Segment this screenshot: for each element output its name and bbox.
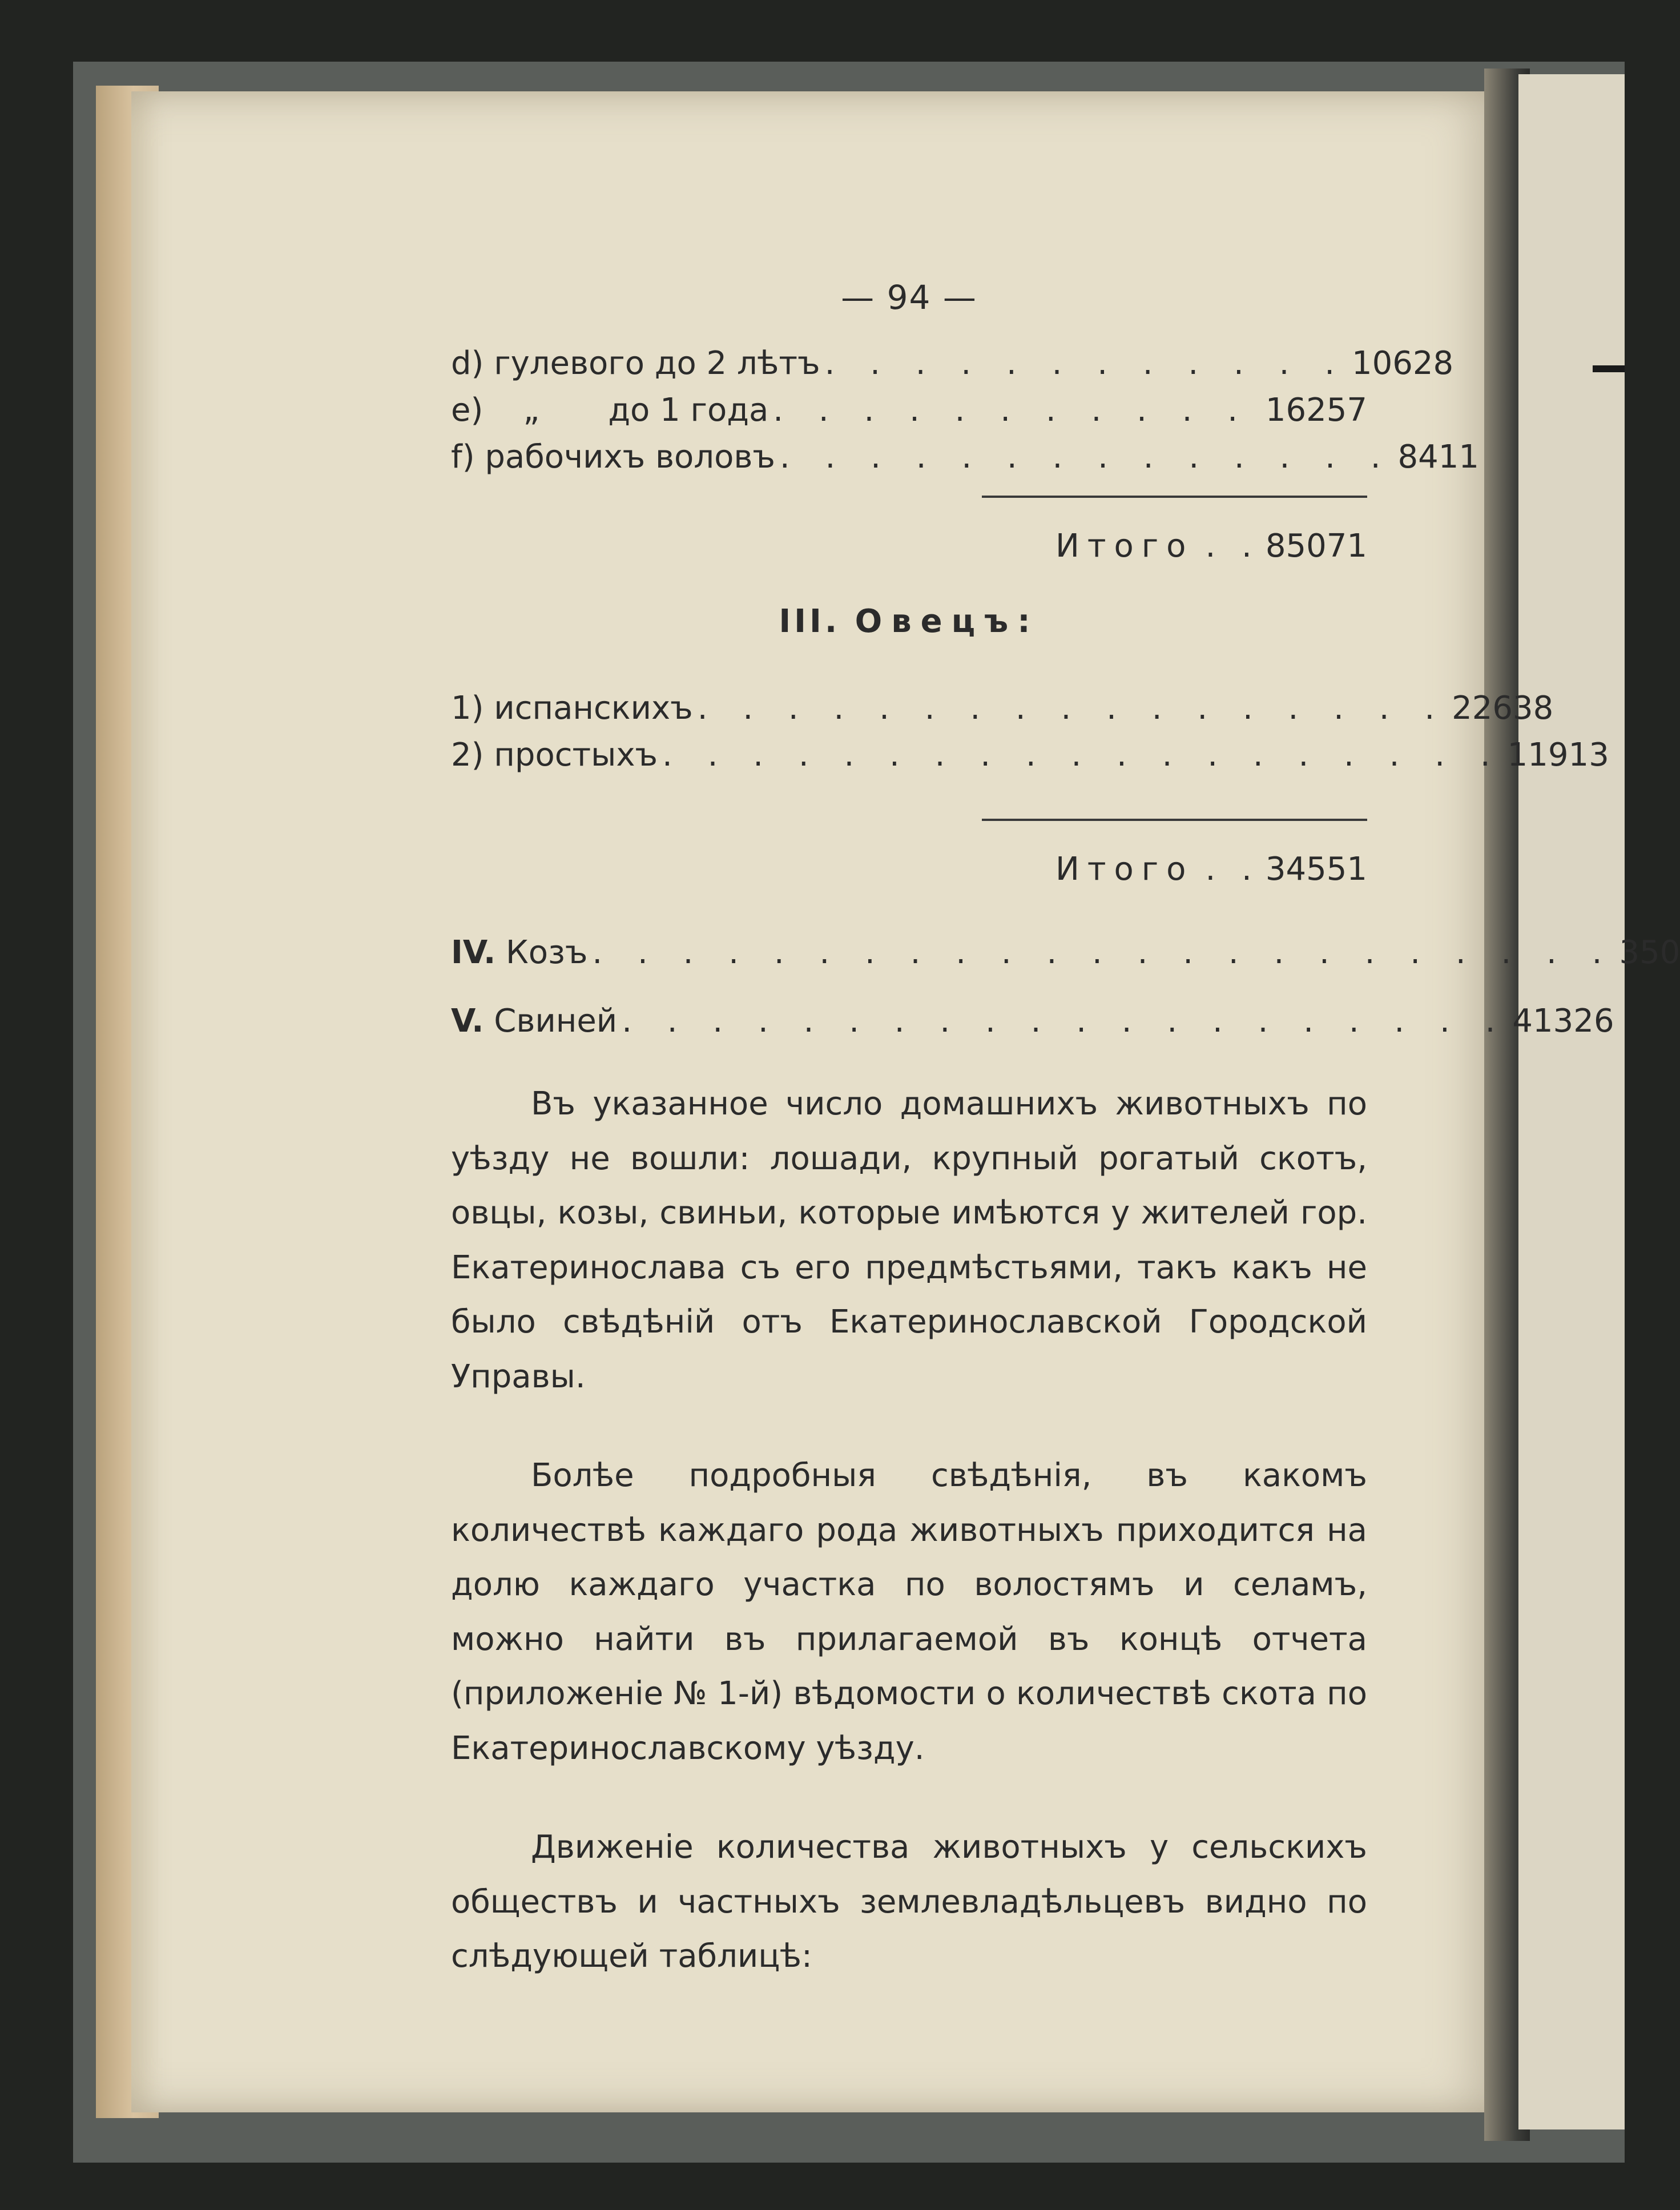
- right-page-edge: [1518, 74, 1625, 2130]
- page-content: [451, 274, 1680, 1984]
- page-number: — 94 —: [841, 278, 977, 317]
- row-label: 1) испанскихъ: [451, 690, 693, 727]
- total-label: Итого: [1055, 851, 1194, 888]
- row-label-text: Козъ: [506, 934, 588, 971]
- total-value: 34551: [1265, 851, 1367, 888]
- row-label: 2) простыхъ: [451, 736, 658, 774]
- row-value: 10628: [1352, 345, 1454, 382]
- paragraph: Въ указанное число домашнихъ животныхъ по уѣзду не вошли: лошади, крупный рогатый скотъ, овцы, козы, свиньи, которые имѣются у жителей гор. Екатеринослава съ его предмѣстьями, такъ какъ не было свѣдѣній отъ Екатеринославской Городской Управы.: [451, 1085, 1367, 1395]
- section-title: Овецъ:: [855, 603, 1040, 640]
- table-row: [451, 340, 1454, 387]
- total-rule: [982, 819, 1367, 821]
- row-value: 41326: [1512, 1003, 1614, 1040]
- row-value: 11913: [1507, 736, 1609, 774]
- table-row: [451, 732, 1609, 779]
- leader-dots: . . . . . . . . . . . . . . . . . . . .: [622, 1003, 1508, 1040]
- ditto-mark: „: [523, 392, 540, 429]
- leader-dots: . .: [1205, 528, 1260, 565]
- row-value: 16257: [1265, 392, 1367, 429]
- row-value: 8411: [1397, 438, 1480, 476]
- row-label: f) рабочихъ воловъ: [451, 438, 775, 476]
- total-row: [451, 846, 1367, 893]
- table-row: [451, 929, 1680, 976]
- section-roman: V.: [451, 1003, 484, 1040]
- table-row: [451, 387, 1367, 434]
- right-page-rule: [1593, 365, 1625, 372]
- paragraph: Движеніе количества животныхъ у сельскихъ обществъ и частныхъ землевладѣльцевъ видно по слѣдующей таблицѣ:: [451, 1829, 1367, 1975]
- table-row: [451, 998, 1614, 1045]
- row-label-text: Свиней: [494, 1003, 618, 1040]
- row-label: d) гулевого до 2 лѣтъ: [451, 345, 820, 382]
- section-roman: IV.: [451, 934, 496, 971]
- row-label-text: до 1 года: [608, 392, 769, 429]
- table-row: [451, 685, 1554, 732]
- row-label: [451, 929, 587, 976]
- section-heading: [451, 598, 1367, 645]
- paragraph: Болѣе подробныя свѣдѣнія, въ какомъ количествѣ каждаго рода животныхъ приходится на долю каждаго участка по волостямъ и селамъ, можно найти въ прилагаемой въ концѣ отчета (приложеніе № 1-й) вѣдомости о количествѣ скота по Екатеринославскому уѣзду.: [451, 1457, 1367, 1767]
- total-label: Итого: [1055, 528, 1194, 565]
- leader-dots: . . . . . . . . . . . .: [824, 345, 1347, 382]
- table-row: [451, 434, 1480, 481]
- total-row: [451, 523, 1367, 570]
- row-label: [451, 387, 768, 434]
- section-roman: III.: [779, 603, 841, 640]
- leader-dots: . . . . . . . . . . . . . . . . . . .: [662, 736, 1503, 774]
- row-value: 350: [1619, 934, 1680, 971]
- total-rule: [982, 496, 1367, 498]
- row-value: 22638: [1452, 690, 1554, 727]
- leader-dots: . .: [1205, 851, 1260, 888]
- leader-dots: . . . . . . . . . . . . . . . . . . . . . . .: [592, 934, 1615, 971]
- row-label-letter: e): [451, 392, 484, 429]
- leader-dots: . . . . . . . . . . .: [773, 392, 1251, 429]
- leader-dots: . . . . . . . . . . . . . . . . .: [697, 690, 1448, 727]
- total-value: 85071: [1265, 528, 1367, 565]
- row-label: [451, 998, 617, 1045]
- leader-dots: . . . . . . . . . . . . . .: [779, 438, 1393, 476]
